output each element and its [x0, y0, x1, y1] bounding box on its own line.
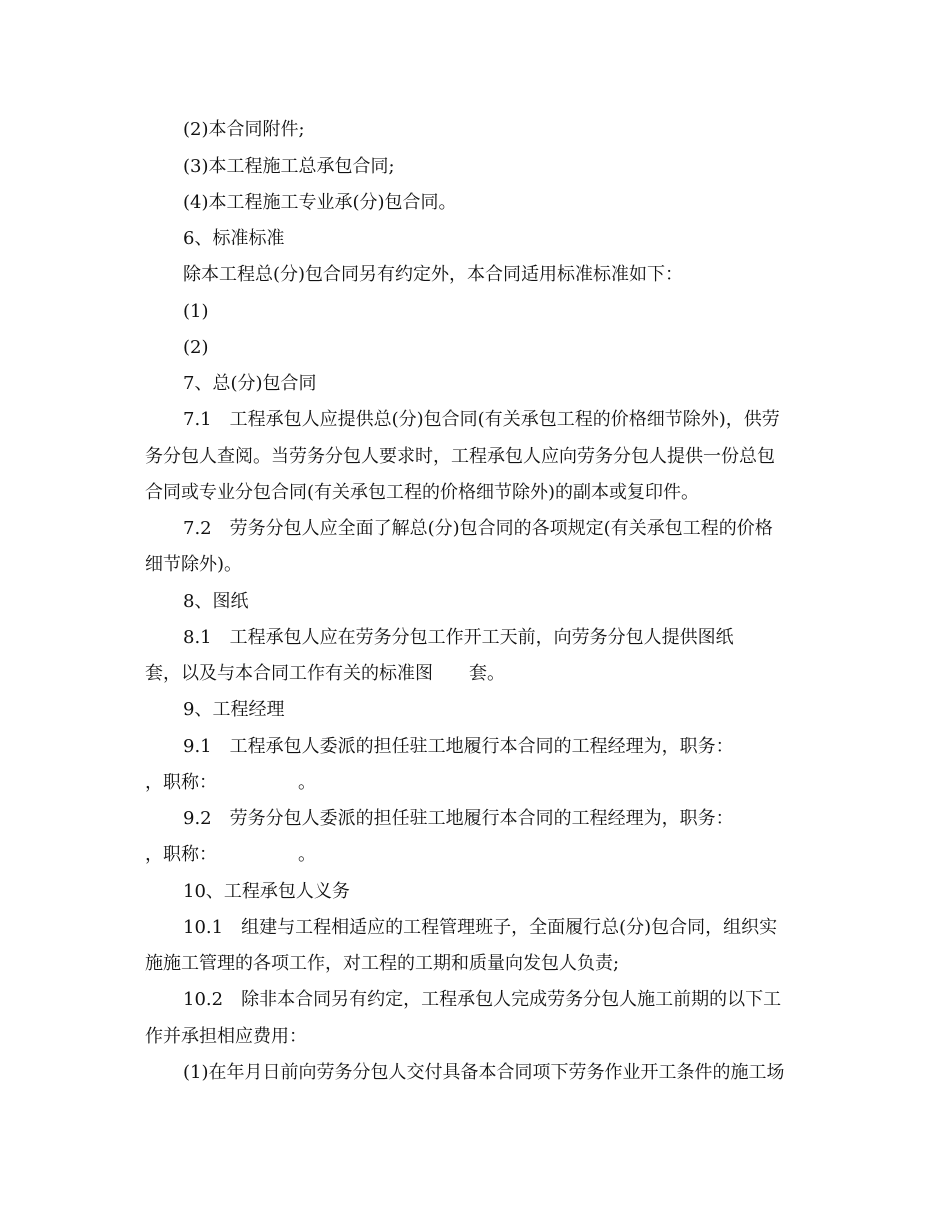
- section-heading: 6、标准标准: [183, 228, 285, 249]
- clause-line: 套，以及与本合同工作有关的标准图 套。: [145, 663, 505, 684]
- clause-line: ，职称： 。: [145, 844, 316, 865]
- clause-line: 合同或专业分包合同(有关承包工程的价格细节除外)的副本或复印件。: [145, 482, 700, 503]
- clause-line: 10.1 组建与工程相适应的工程管理班子，全面履行总(分)包合同，组织实: [183, 917, 778, 938]
- section-heading: 7、总(分)包合同: [183, 373, 317, 394]
- list-item: (2)本合同附件;: [183, 119, 305, 140]
- section-heading: 8、图纸: [183, 591, 249, 612]
- section-heading: 9、工程经理: [183, 699, 285, 720]
- paragraph-line: 除本工程总(分)包合同另有约定外，本合同适用标准标准如下：: [183, 264, 684, 285]
- clause-line: 10.2 除非本合同另有约定，工程承包人完成劳务分包人施工前期的以下工: [183, 989, 782, 1010]
- clause-line: 务分包人查阅。当劳务分包人要求时，工程承包人应向劳务分包人提供一份总包: [145, 446, 775, 467]
- clause-line: 施施工管理的各项工作，对工程的工期和质量向发包人负责;: [145, 953, 620, 974]
- section-heading: 10、工程承包人义务: [183, 881, 350, 902]
- list-item: (3)本工程施工总承包合同;: [183, 156, 395, 177]
- list-item: (4)本工程施工专业承(分)包合同。: [183, 192, 457, 213]
- list-item: (1)在年月日前向劳务分包人交付具备本合同项下劳务作业开工条件的施工场: [183, 1062, 785, 1083]
- list-item: (2): [183, 337, 209, 358]
- clause-line: 9.1 工程承包人委派的担任驻工地履行本合同的工程经理为，职务：: [183, 736, 734, 757]
- clause-line: 7.1 工程承包人应提供总(分)包合同(有关承包工程的价格细节除外)，供劳: [183, 409, 780, 430]
- clause-line: 9.2 劳务分包人委派的担任驻工地履行本合同的工程经理为，职务：: [183, 808, 734, 829]
- clause-line: 细节除外)。: [145, 554, 243, 575]
- clause-line: 7.2 劳务分包人应全面了解总(分)包合同的各项规定(有关承包工程的价格: [183, 518, 773, 539]
- clause-line: 作并承担相应费用：: [145, 1026, 307, 1047]
- clause-line: 8.1 工程承包人应在劳务分包工作开工天前，向劳务分包人提供图纸: [183, 627, 734, 648]
- clause-line: ，职称： 。: [145, 772, 316, 793]
- list-item: (1): [183, 301, 209, 322]
